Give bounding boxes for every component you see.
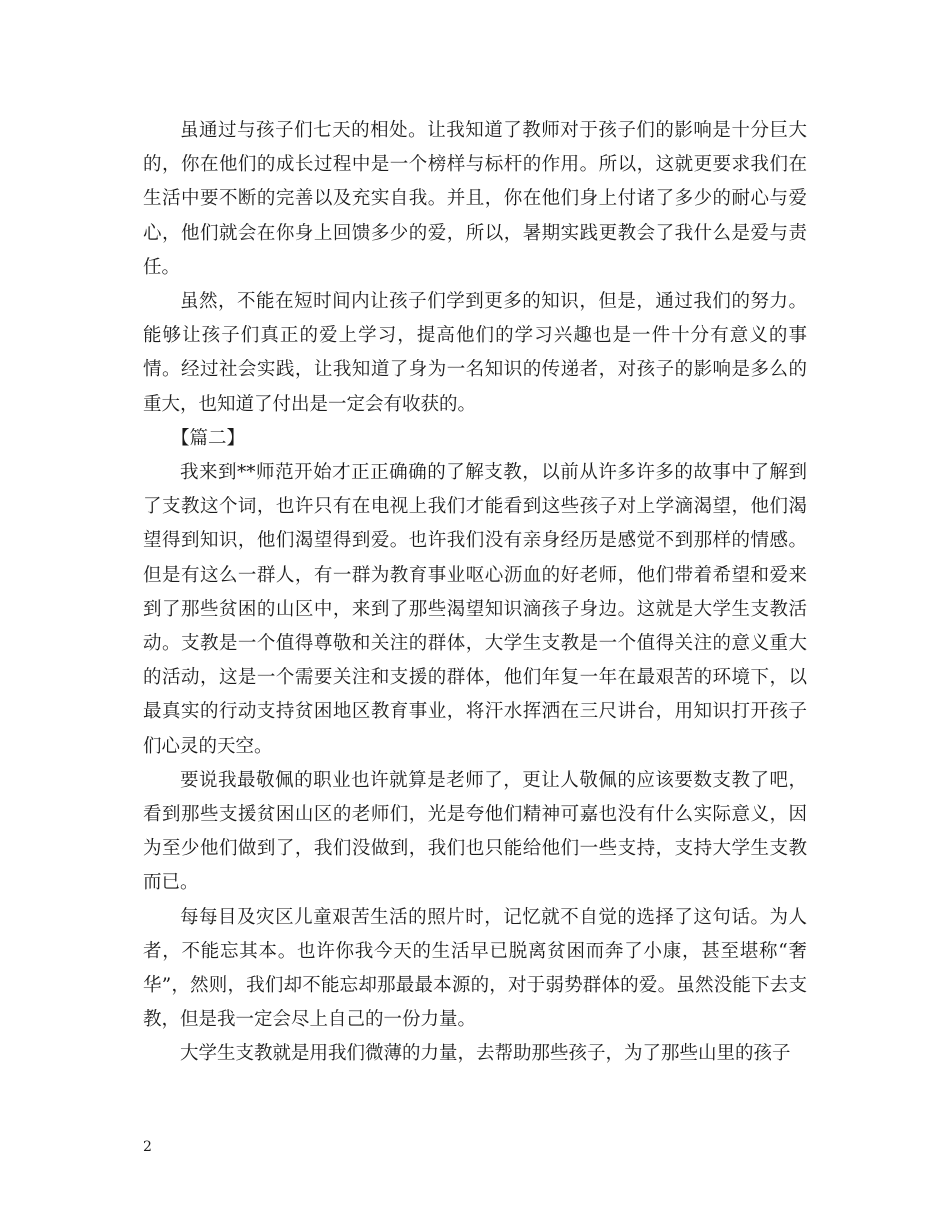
body-paragraph-4: 要说我最敬佩的职业也许就算是老师了，更让人敬佩的应该要数支教了吧，看到那些支援贫困山区的老师们，光是夸他们精神可嘉也没有什么实际意义，因为至少他们做到了，我们没做到，我们也只能给他们一些支持，支持大学生支教而已。 xyxy=(143,769,807,894)
body-paragraph-5: 每每目及灾区儿童艰苦生活的照片时，记忆就不自觉的选择了这句话。为人者，不能忘其本。也许你我今天的生活早已脱离贫困而奔了小康，甚至堪称“奢华”，然则，我们却不能忘却那最最本源的，对于弱势群体的爱。虽然没能下去支教，但是我一定会尽上自己的一份力量。 xyxy=(143,906,807,1031)
body-paragraph-1: 虽通过与孩子们七天的相处。让我知道了教师对于孩子们的影响是十分巨大的，你在他们的成长过程中是一个榜样与标杆的作用。所以，这就更要求我们在生活中要不断的完善以及充实自我。并且，你在他们身上付诸了多少的耐心与爱心，他们就会在你身上回馈多少的爱，所以，暑期实践更教会了我什么是爱与责任。 xyxy=(143,120,807,278)
page-number: 2 xyxy=(143,1139,152,1155)
body-paragraph-2: 虽然，不能在短时间内让孩子们学到更多的知识，但是，通过我们的努力。能够让孩子们真正的爱上学习，提高他们的学习兴趣也是一件十分有意义的事情。经过社会实践，让我知道了身为一名知识的传递者，对孩子的影响是多么的重大，也知道了付出是一定会有收获的。 xyxy=(143,291,807,415)
document-body xyxy=(143,114,807,1072)
body-paragraph-3: 我来到**师范开始才正正确确的了解支教，以前从许多许多的故事中了解到了支教这个词，也许只有在电视上我们才能看到这些孩子对上学滴渴望，他们渴望得到知识，他们渴望得到爱。也许我们没有亲身经历是感觉不到那样的情感。但是有这么一群人，有一群为教育事业呕心沥血的好老师，他们带着希望和爱来到了那些贫困的山区中，来到了那些渴望知识滴孩子身边。这就是大学生支教活动。支教是一个值得尊敬和关注的群体，大学生支教是一个值得关注的意义重大的活动，这是一个需要关注和支援的群体，他们年复一年在最艰苦的环境下，以最真实的行动支持贫困地区教育事业，将汗水挥洒在三尺讲台，用知识打开孩子们心灵的天空。 xyxy=(143,462,807,757)
body-paragraph-6: 大学生支教就是用我们微薄的力量，去帮助那些孩子，为了那些山里的孩子 xyxy=(180,1043,791,1065)
section-heading: 【篇二】 xyxy=(171,427,246,449)
